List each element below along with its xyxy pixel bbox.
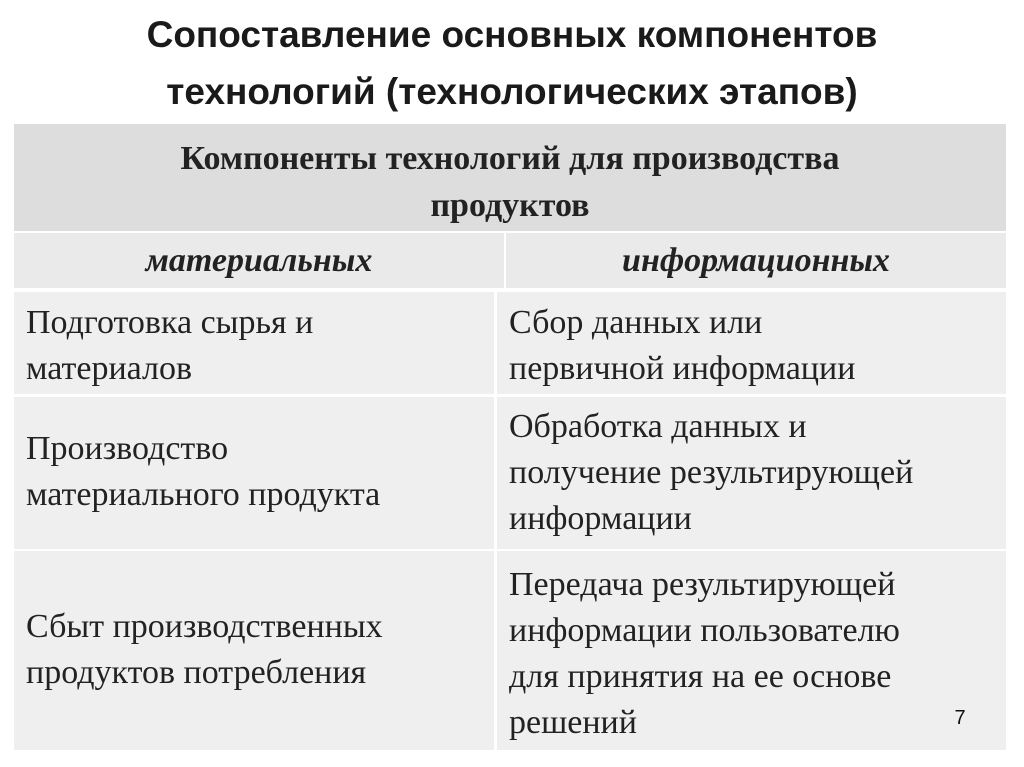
cell-text-line: Передача результирующей: [509, 566, 896, 603]
cell-text-line: Производство: [26, 430, 229, 467]
cell-text-line: материального продукта: [26, 476, 381, 513]
column-header-material: материальных: [14, 233, 504, 288]
slide-title-line-2: технологий (технологических этапов): [166, 71, 858, 112]
column-header-informational: информационных: [506, 233, 1006, 288]
cell-text-line: информации пользователю: [509, 612, 900, 649]
cell-text-line: Сбор данных или: [509, 304, 763, 341]
cell-text-line: информации: [509, 500, 692, 537]
cell-text-line: первичной информации: [509, 350, 856, 387]
table-cell-material-3: [14, 551, 494, 750]
table-cell-informational-1: [497, 292, 1006, 394]
slide-title-line-1: Сопоставление основных компонентов: [146, 14, 878, 55]
table-header-line-1: Компоненты технологий для производства: [180, 140, 840, 177]
cell-text-line: Обработка данных и: [509, 408, 807, 445]
cell-text-line: продуктов потребления: [26, 654, 367, 691]
table-cell-informational-3: [497, 551, 1006, 750]
page-number: 7: [954, 707, 966, 729]
table-cell-informational-2: [497, 397, 1006, 549]
cell-text-line: получение результирующей: [509, 454, 914, 491]
slide-title: [0, 6, 1024, 120]
table-cell-material-1: [14, 292, 494, 394]
cell-text-line: Сбыт производственных: [26, 608, 383, 645]
cell-text-line: материалов: [26, 350, 193, 387]
cell-text-line: решений: [509, 704, 637, 741]
table-cell-material-2: [14, 397, 494, 549]
cell-text-line: Подготовка сырья и: [26, 304, 314, 341]
cell-text-line: для принятия на ее основе: [509, 658, 892, 695]
table-header-line-2: продуктов: [430, 187, 590, 224]
table-header: [14, 124, 1006, 231]
